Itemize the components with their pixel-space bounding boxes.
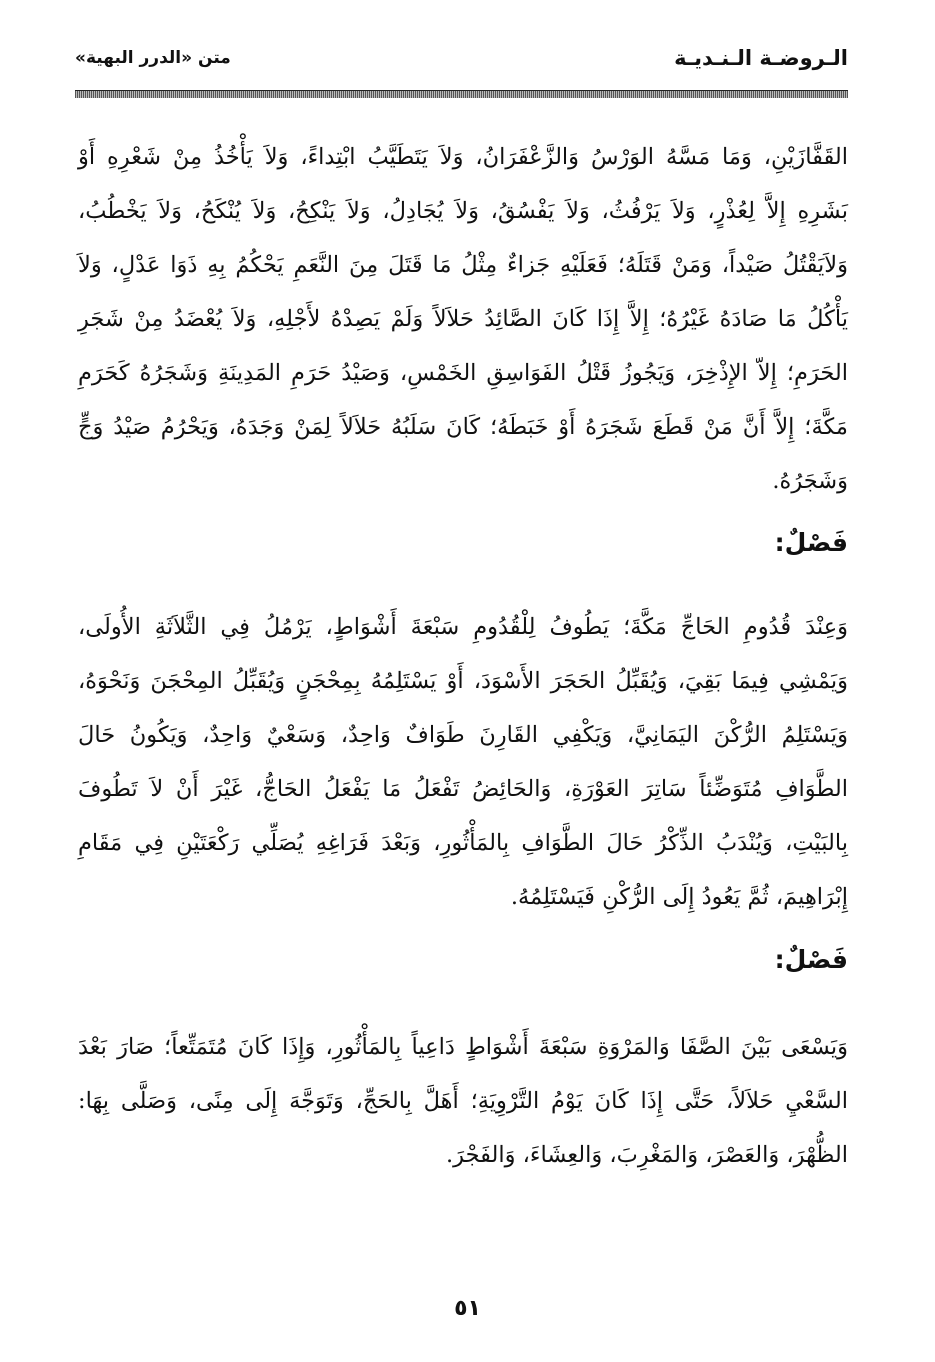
section-heading-2: فَصْلٌ:	[774, 945, 848, 974]
section-heading-1: فَصْلٌ:	[774, 528, 848, 557]
paragraph-3: وَيَسْعَى بَيْنَ الصَّفَا وَالمَرْوَةِ سَبْعَةَ أَشْوَاطٍ دَاعِياً بِالمَأْثُورِ، وَإِذَا كَانَ مُتَمَتِّعاً؛ صَارَ بَعْدَ السَّعْيِ حَلاَلاً، حَتَّى إِذَا كَانَ يَوْمُ التَّرْوِيَةِ؛ أَهَلَّ بِالحَجِّ، وَتَوَجَّهَ إِلَى مِنًى، وَصَلَّى بِهَا: الظُّهْرَ، وَالعَصْرَ، وَالمَغْرِبَ، وَالعِشَاءَ، وَالفَجْرَ.	[78, 1034, 848, 1168]
paragraph-2: وَعِنْدَ قُدُومِ الحَاجِّ مَكَّةَ؛ يَطُوفُ لِلْقُدُومِ سَبْعَةَ أَشْوَاطٍ، يَرْمُلُ فِي الثَّلاَثَةِ الأُولَى، وَيَمْشِي فِيمَا بَقِيَ، وَيُقَبِّلُ الحَجَرَ الأَسْوَدَ، أَوْ يَسْتَلِمُهُ بِمِحْجَنٍ وَيُقَبِّلُ المِحْجَنَ وَنَحْوَهُ، وَيَسْتَلِمُ الرُّكْنَ اليَمَانِيَّ، وَيَكْفِي القَارِنَ طَوَافٌ وَاحِدٌ، وَسَعْيٌ وَاحِدٌ، وَيَكُونُ حَالَ الطَّوَافِ مُتَوَضِّئاً سَاتِرَ العَوْرَةِ، وَالحَائِضُ تَفْعَلُ مَا يَفْعَلُ الحَاجُّ، غَيْرَ أَنْ لاَ تَطُوفَ بِالبَيْتِ، وَيُنْدَبُ الذِّكْرُ حَالَ الطَّوَافِ بِالمَأْثُورِ، وَبَعْدَ فَرَاغِهِ يُصَلِّي رَكْعَتَيْنِ فِي مَقَامِ إِبْرَاهِيمَ، ثُمَّ يَعُودُ إِلَى الرُّكْنِ فَيَسْتَلِمُهُ.	[78, 614, 848, 910]
page-number: ٥١	[454, 1296, 481, 1321]
book-subtitle: متن «الدرر البهية»	[75, 48, 231, 68]
paragraph-1: القَفَّازَيْنِ، وَمَا مَسَّهُ الوَرْسُ وَالزَّعْفَرَانُ، وَلاَ يَتَطَيَّبُ ابْتِداءً، وَلاَ يَأْخُذُ مِنْ شَعْرِهِ أَوْ بَشَرِهِ إِلاَّ لِعُذْرٍ، وَلاَ يَرْفُثُ، وَلاَ يَفْسُقُ، وَلاَ يُجَادِلُ، وَلاَ يَنْكِحُ، وَلاَ يُنْكَحُ، وَلاَ يَخْطُبُ، وَلاَيَقْتُلُ صَيْداً، وَمَنْ قَتَلَهُ؛ فَعَلَيْهِ جَزاءٌ مِثْلُ مَا قَتَلَ مِنَ النَّعَمِ يَحْكُمُ بِهِ ذَوَا عَدْلٍ، وَلاَ يَأْكُلُ مَا صَادَهُ غَيْرُهُ؛ إِلاَّ إِذَا كَانَ الصَّائِدُ حَلاَلاً وَلَمْ يَصِدْهُ لأَجْلِهِ، وَلاَ يُعْضَدُ مِنْ شَجَرِ الحَرَمِ؛ إِلاّ الإِذْخِرَ، وَيَجُوزُ قَتْلُ الفَوَاسِقِ الخَمْسِ، وَصَيْدُ حَرَمِ المَدِينَةِ وَشَجَرُهُ كَحَرَمِ مَكَّةَ؛ إِلاَّ أَنَّ مَنْ قَطَعَ شَجَرَهُ أَوْ خَبَطَهُ؛ كَانَ سَلَبُهُ حَلاَلاً لِمَنْ وَجَدَهُ، وَيَحْرُمُ صَيْدُ وَجٍّ وَشَجَرُهُ.	[78, 144, 848, 494]
page-header	[75, 40, 848, 90]
header-divider	[75, 90, 848, 98]
book-title: الـروضـة الـنـديـة	[674, 46, 848, 70]
